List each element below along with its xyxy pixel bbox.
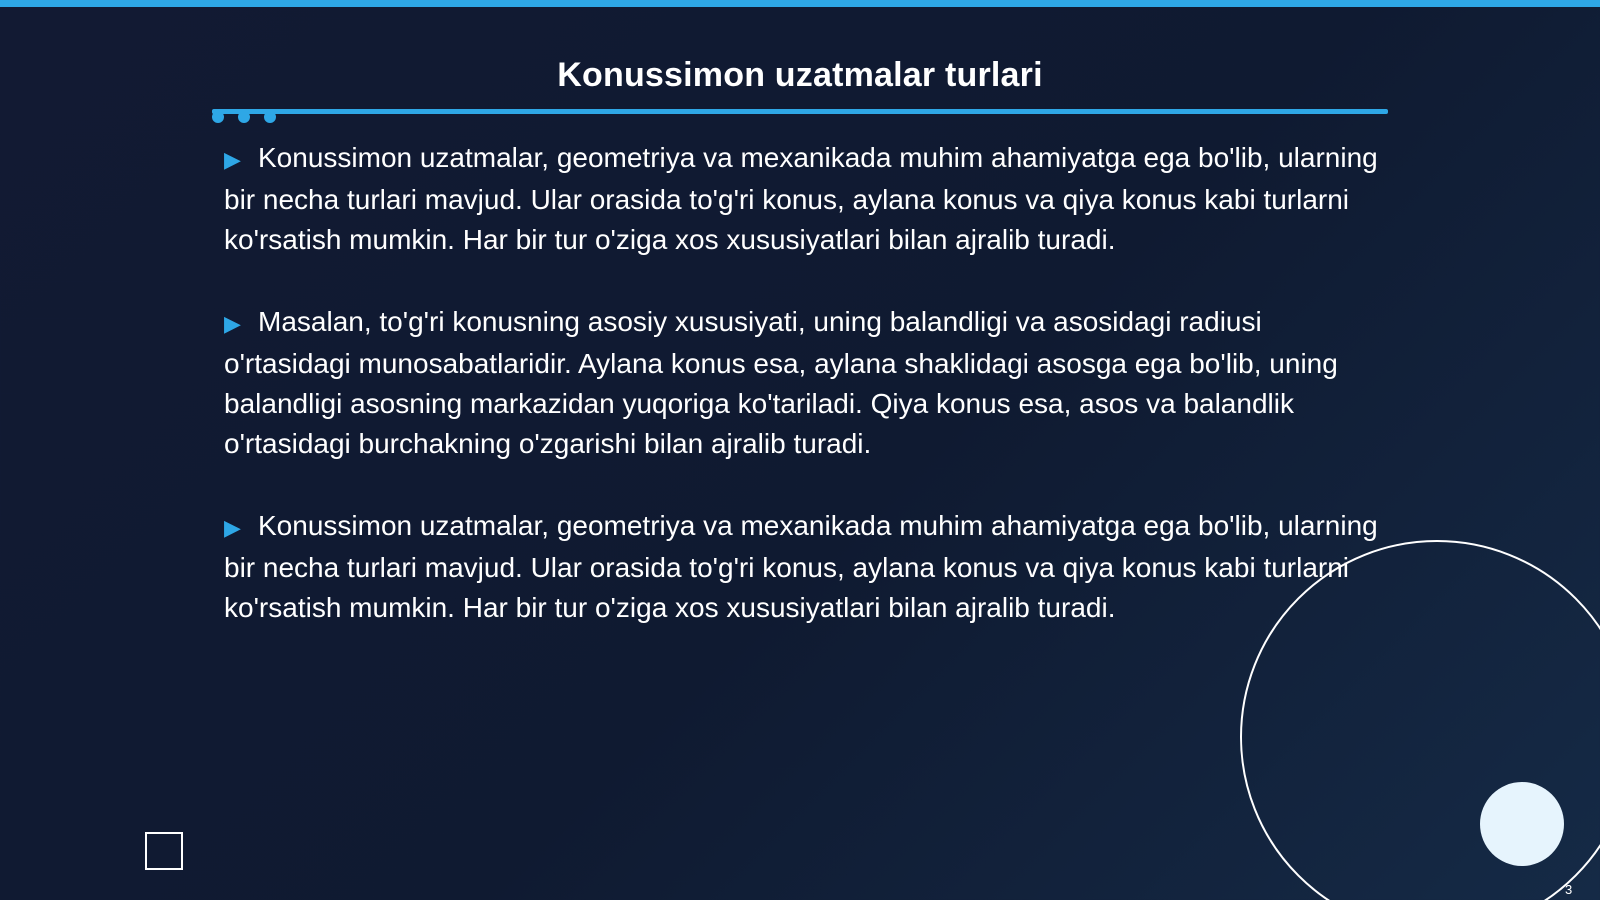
top-accent-bar [0,0,1600,7]
bullet-arrow-icon: ▶ [224,515,241,540]
slide-body [224,138,1384,670]
page-number: 3 [1565,882,1573,897]
slide-title: Konussimon uzatmalar turlari [557,56,1043,94]
paragraph-text: Konussimon uzatmalar, geometriya va mexanikada muhim ahamiyatga ega bo'lib, ularning bir necha turlari mavjud. Ular orasida to'g'ri konus, aylana konus va qiya konus kabi turlarni ko'rsatish mumkin. Har bir tur o'ziga xos xususiyatlari bilan ajralib turadi. [224,510,1378,623]
decorative-dot [212,111,224,123]
bullet-paragraph [224,138,1384,260]
bullet-arrow-icon: ▶ [224,311,241,336]
bullet-paragraph [224,506,1384,628]
paragraph-text: Konussimon uzatmalar, geometriya va mexanikada muhim ahamiyatga ega bo'lib, ularning bir necha turlari mavjud. Ular orasida to'g'ri konus, aylana konus va qiya konus kabi turlarni ko'rsatish mumkin. Har bir tur o'ziga xos xususiyatlari bilan ajralib turadi. [224,142,1378,255]
decorative-circle-filled [1480,782,1564,866]
decorative-dot [238,111,250,123]
bullet-paragraph [224,302,1384,464]
bullet-arrow-icon: ▶ [224,147,241,172]
paragraph-text: Masalan, to'g'ri konusning asosiy xususiyati, uning balandligi va asosidagi radiusi o'rtasidagi munosabatlaridir. Aylana konus esa, aylana shaklidagi asosga ega bo'lib, uning balandligi asosning markazidan yuqoriga ko'tariladi. Qiya konus esa, asos va balandlik o'rtasidagi burchakning o'zgarishi bilan ajralib turadi. [224,306,1338,459]
title-underline [212,109,1388,114]
decorative-dot [264,111,276,123]
decorative-square [145,832,183,870]
